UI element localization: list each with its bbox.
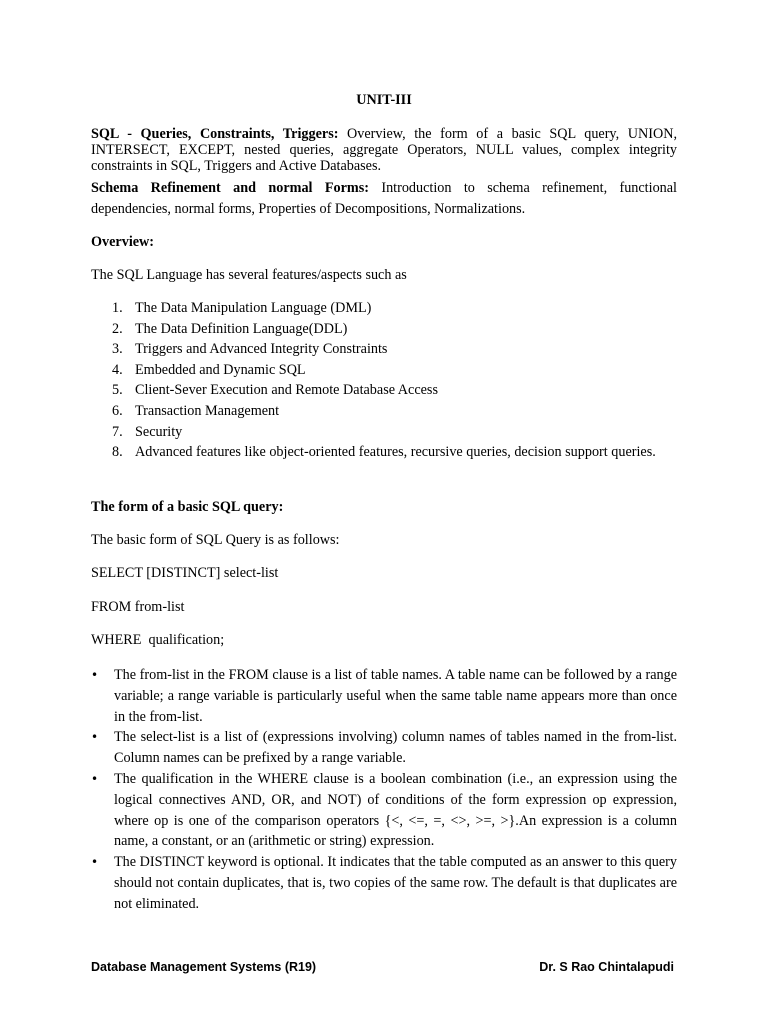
sql-topics-paragraph (91, 126, 677, 174)
list-item: • The DISTINCT keyword is optional. It indicates that the table computed as an answer to this query should not contain duplicates, that is, two copies of the same row. The default is that duplicates are not eliminated. (114, 852, 677, 914)
features-list (91, 298, 677, 463)
footer-course: Database Management Systems (R19) (91, 960, 317, 974)
feature-item: Advanced features like object-oriented features, recursive queries, decision support queries. (135, 444, 656, 461)
feature-item: Client-Sever Execution and Remote Database Access (135, 382, 438, 399)
overview-heading: Overview: (91, 234, 155, 250)
basic-query-heading: The form of a basic SQL query: (91, 499, 284, 515)
basic-query-text: The basic form of SQL Query is as follows: (91, 532, 340, 548)
footer-author: Dr. S Rao Chintalapudi (539, 960, 674, 974)
list-item: • The select-list is a list of (expressions involving) column names of tables named in the from-list. Column names can be prefixed by a range variable. (114, 727, 677, 769)
query-clauses-list (91, 665, 677, 915)
unit-title: UNIT-III (356, 92, 412, 108)
feature-item: The Data Definition Language(DDL) (135, 320, 348, 337)
feature-item: Triggers and Advanced Integrity Constraints (135, 341, 388, 358)
schema-topics-paragraph (91, 178, 677, 219)
schema-topics-heading: Schema Refinement and normal Forms: (91, 180, 369, 196)
from-line: FROM from-list (91, 599, 185, 615)
list-item: • The from-list in the FROM clause is a list of table names. A table name can be followed by a range variable; a range variable is particularly useful when the same table name appears more than once in the from-list. (114, 665, 677, 727)
feature-item: Security (135, 423, 183, 440)
overview-text: The SQL Language has several features/aspects such as (91, 267, 407, 283)
feature-item: Embedded and Dynamic SQL (135, 361, 306, 378)
schema-topics-text: Introduction to schema refinement, functional dependencies, normal forms, Properties of Decompositions, Normalizations. (91, 180, 677, 217)
feature-item: The Data Manipulation Language (DML) (135, 300, 372, 316)
where-line: WHERE qualification; (91, 632, 225, 648)
list-item: • The qualification in the WHERE clause is a boolean combination (i.e., an expression using the logical connectives AND, OR, and NOT) of conditions of the form expression op expression, where op is one of the comparison operators {<, <=, =, <>, >=, >}.An expression is a column name, a constant, or an (arithmetic or string) expression. (114, 769, 677, 852)
sql-topics-text: Overview, the form of a basic SQL query, UNION, INTERSECT, EXCEPT, nested queries, aggregate Operators, NULL values, complex integrity constraints in SQL, Triggers and Active Databases. (91, 126, 677, 174)
sql-topics-heading: SQL - Queries, Constraints, Triggers: (91, 126, 339, 142)
select-line: SELECT [DISTINCT] select-list (91, 565, 279, 581)
feature-item: Transaction Management (135, 402, 280, 419)
